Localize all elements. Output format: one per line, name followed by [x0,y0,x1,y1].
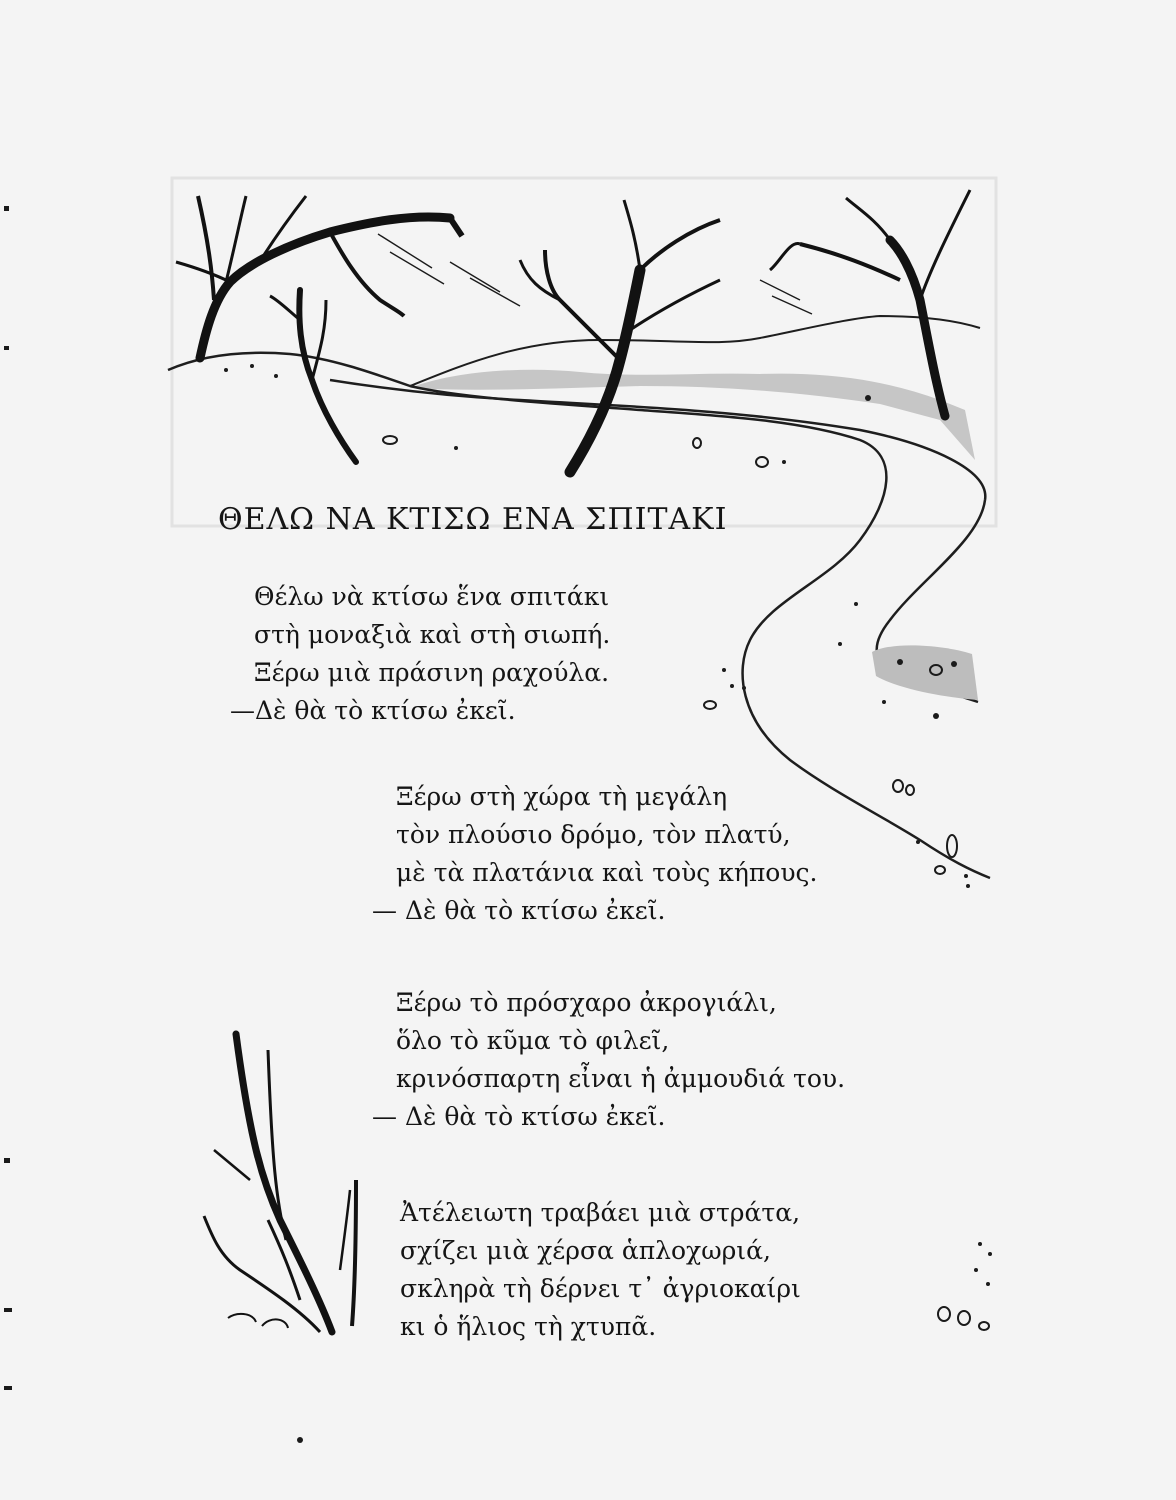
stanza-3 [372,984,845,1136]
poem-line: σχίζει μιὰ χέρσα ἁπλοχωριά, [400,1236,771,1265]
poem-line: ὅλο τὸ κῦμα τὸ φιλεῖ, [396,1026,670,1055]
binding-mark [4,346,9,350]
binding-mark [4,1386,12,1390]
poem-title: ΘΕΛΩ ΝΑ ΚΤΙΣΩ ΕΝΑ ΣΠΙΤΑΚΙ [218,502,728,537]
poem-line: Θέλω νὰ κτίσω ἕνα σπιτάκι [254,582,610,611]
poem-line: Ξέρω στὴ χώρα τὴ μεγάλη [396,782,728,811]
poem-line: μὲ τὰ πλατάνια καὶ τοὺς κήπους. [396,858,818,887]
binding-mark [4,1158,10,1163]
poem-line: κι ὁ ἥλιος τὴ χτυπᾶ. [400,1312,657,1341]
poem-line: σκληρὰ τὴ δέρνει τ᾽ ἀγριοκαίρι [400,1274,801,1303]
poem-line: — Δὲ θὰ τὸ κτίσω ἐκεῖ. [372,896,666,925]
poem-line: κρινόσπαρτη εἶναι ἡ ἀμμουδιά του. [396,1064,846,1093]
poem-line: Ἀτέλειωτη τραβάει μιὰ στράτα, [400,1198,801,1227]
poem-line: Ξέρω μιὰ πράσινη ραχούλα. [254,658,610,687]
stanza-4 [400,1194,801,1346]
stanza-1 [230,578,610,730]
stanza-2 [372,778,817,930]
binding-mark [4,206,9,211]
poem-line: τὸν πλούσιο δρόμο, τὸν πλατύ, [396,820,791,849]
binding-mark [4,1308,12,1312]
poem-line: στὴ μοναξιὰ καὶ στὴ σιωπή. [254,620,611,649]
poem-line: Ξέρω τὸ πρόσχαρο ἀκρογιάλι, [396,988,777,1017]
poem-line: — Δὲ θὰ τὸ κτίσω ἐκεῖ. [372,1102,666,1131]
poem-line: —Δὲ θὰ τὸ κτίσω ἐκεῖ. [230,696,516,725]
